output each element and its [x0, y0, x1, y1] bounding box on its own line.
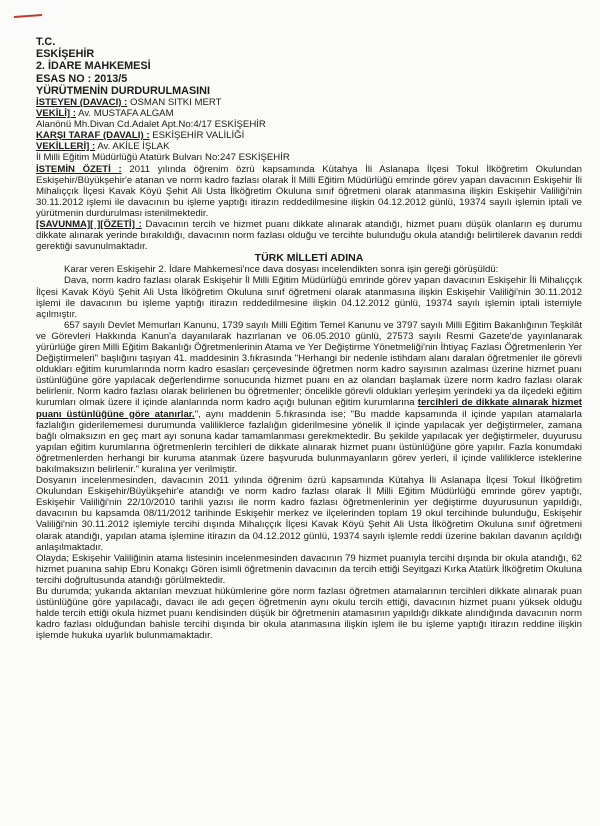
- defendant-line: [36, 130, 582, 141]
- header-city: ESKİŞEHİR: [36, 48, 95, 61]
- paragraph-4: Dosyanın incelenmesinden, davacının 2011 yılında öğrenim özrü kapsamında Kütahya İli Aslanapa İlçesi Tokul İlköğretim Okulundan Eskişehir/Büyükşehir'e atandığı ve norm kadro fazlası olarak İl Milli Eğitim Müdürlüğü emrinde görev yaptığı, Eskişehir Valiliği'nin 22/10/2010 tarihli yazısı ile norm kadro fazlası öğretmenlerinin yer değiştirme duyurusunun yapıldığı, davacının bu kapsamda 08/11/2012 tarihinde Eskişehir merkez ve ilçelerinden toplam 19 okul tercihinde bulunduğu, Eskişehir Valiliği'nin 30.11.2012 işlemiyle tercihi dışında Mihalıççık İlçesi Kavak Köyü Şehit Ali Usta İlköğretim Okuluna sınıf öğretmeni olarak atandığı, yapılan atama işlemine itirazın da 04.12.2012 günlü, 19374 sayılı işlemle reddi üzerine bakılan davanın açıldığı anlaşılmaktadır.: [36, 475, 582, 553]
- defendant-lawyer: Av. AKİLE İŞLAK: [97, 141, 170, 153]
- defendant-address: İl Milli Eğitim Müdürlüğü Atatürk Bulvarı No:247 ESKİŞEHİR: [36, 152, 290, 164]
- header-doc-title: YÜRÜTMENİN DURDURULMASINI: [36, 84, 210, 97]
- paragraph-2: Dava, norm kadro fazlası olarak Eskişehir İl Milli Eğitim Müdürlüğü emrinde görev yapan davacının Eskişehir İli Mihalıççık İlçesi Kavak Köyü Şehit Ali Usta İlköğretim Okuluna sınıf öğretmeni olarak atanmasına ilişkin Eskişehir Valiliği'nin 30.11.2012 işlemi ile davacının bu işleme yaptığı itirazın reddedilmesine ilişkin 04.12.2012 günlü, 19374 sayılı işlemin iptali istemiyle açılmıştır.: [36, 275, 582, 320]
- istem-label: İSTEMİN ÖZETİ :: [36, 163, 122, 175]
- defendant-lawyer-line: [36, 141, 582, 152]
- paragraph-3: [36, 320, 582, 475]
- applicant-name: OSMAN SITKI MERT: [130, 97, 222, 109]
- applicant-address: Alanönü Mh.Divan Cd.Adalet Apt.No:4/17 ESKİŞEHİR: [36, 119, 266, 131]
- savunma-label: [SAVUNMA][ ][ÖZETİ] :: [36, 219, 142, 231]
- applicant-lawyer-label: VEKİLİ] :: [36, 108, 76, 120]
- savunma-summary: [36, 219, 582, 252]
- applicant-line: [36, 97, 582, 108]
- body-title: TÜRK MİLLETİ ADINA: [254, 252, 364, 265]
- paragraph-5: Olayda; Eskişehir Valiliğinin atama listesinin incelenmesinden davacının 79 hizmet puanıyla tercihi dışında bir okula atandığı, 62 hizmet puanına sahip Ebru Konakçı Gören isimli öğretmenin davacının da tercih ettiği Seyitgazi Kırka Atatürk İlköğretim Okuluna tercihi doğrultusunda atandığı görülmektedir.: [36, 552, 582, 586]
- applicant-label: İSTEYEN (DAVACI) :: [36, 97, 128, 109]
- applicant-lawyer-line: [36, 108, 582, 119]
- paragraph-1: Karar veren Eskişehir 2. İdare Mahkemesi'nce dava dosyası incelendikten sonra işin gereği görüşüldü:: [64, 264, 499, 276]
- header-esas: ESAS NO : 2013/5: [36, 72, 128, 85]
- defendant-label: KARŞI TARAF (DAVALI) :: [36, 130, 150, 142]
- defendant-name: ESKİŞEHİR VALİLİĞİ: [152, 130, 245, 142]
- red-pen-mark: [14, 14, 42, 18]
- court-document: [36, 36, 582, 642]
- header-tc: T.C.: [36, 36, 56, 48]
- paragraph-3a: 657 sayılı Devlet Memurları Kanunu, 1739 sayılı Milli Eğitim Temel Kanunu ve 3797 sayılı Milli Eğitim Bakanlığının Teşkilât ve Görevleri Hakkında Kanun'a dayanılarak hazırlanan ve 06.05.2010 günlü, 27573 sayılı Resmi Gazete'de yayınlanarak yürürlüğe giren Milli Eğitim Bakanlığı Öğretmenlerinin Atama ve Yer Değiştirme Yönetmeliği'nin İhtiyaç Fazlası Öğretmenlerin Yer Değiştirmeleri" başlığını taşıyan 41. maddesinin 3.fıkrasında "Herhangi bir nedenle istihdam alanı daralan öğretmenler ile görevli oldukları eğitim kurumlarında norm kadro esasları çerçevesinde öğretmen norm kadro sayısının azalması üzerine hizmet puanı üstünlüğüne göre yapılacak değerlendirme sonucunda hizmet puanı en az olandan başlamak üzere norm kadro fazlası olarak belirlenir. Norm kadro fazlası olarak belirlenen bu öğretmenler; öncelikle görevli oldukları yerleşim yerindeki ya da ilçedeki eğitim kurumları olmak üzere il içinde alanlarında norm kadro açığı bulunan eğitim kurumlarına: [36, 319, 582, 409]
- istem-text: 2011 yılında öğrenim özrü kapsamında Kütahya İli Aslanapa İlçesi Tokul İlköğretim Okulundan Eskişehir/Büyükşehir'e atanan ve norm kadro fazlası olarak İl Milli Eğitim Müdürlüğü emrinde görev yapan davacının Eskişehir İli Mihalıççık İlçesi Kavak Köyü Şehit Ali Usta İlköğretim Okuluna sınıf öğretmeni olarak atanmasına ilişkin Eskişehir Valiliği'nin 30.11.2012 işlemi ile davacının bu işleme yaptığı itirazın reddedilmesine ilişkin 04.12.2012 günlü, 19374 sayılı işlemin iptali ve yürütmenin durdurulması istenilmektedir.: [36, 163, 583, 219]
- paragraph-3b: ", aynı maddenin 5.fıkrasında ise; "Bu madde kapsamında il içinde yapılan atamalarla fazlalığın giderilememesi durumunda valiliklerce fazlalığın giderilmesine yönelik il içinde yapılacak yer değiştirmeler, zamana bağlı olmaksızın en geç mart ayı sonuna kadar tamamlanması gerekmektedir. Bu şekilde yapılacak yer değiştirmeler, duyurusu yapılan eğitim kurumlarına öğretmenlerin tercihleri de dikkate alınarak hizmet puanı üstünlüğüne göre yapılır. Fazla konumdaki öğretmenlerden herhangi bir kuruma atanmak üzere başvuruda bulunmayanların görev yerleri, il içinde valiliklerce isteklerine bakılmaksızın belirlenir." kuralına yer verilmiştir.: [36, 408, 583, 476]
- applicant-lawyer: Av. MUSTAFA ALGAM: [78, 108, 174, 120]
- defendant-lawyer-label: VEKİLLERİ] :: [36, 141, 96, 153]
- paragraph-6: Bu durumda; yukarıda aktarılan mevzuat hükümlerine göre norm fazlası öğretmen atamalarının tercihleri dikkate alınarak puan üstünlüğüne göre yapılacağı, davacı ile adı geçen öğretmenin aynı okulu tercih ettiği, davacının hizmet puanı yüksek olduğu halde tercih ettiği okula hizmet puanı kendisinden düşük bir öğretmenin atamasının yapıldığı dikkate alındığında davacının norm kadro fazlası olduğundan bahisle tercihi dışında bir okula atanmasına ilişkin işlem ile bu işleme yaptığı itirazın reddine ilişkin işlemde hukuka uyarlık bulunmamaktadır.: [36, 586, 582, 642]
- istem-summary: [36, 164, 582, 219]
- savunma-text: Davacının tercih ve hizmet puanı dikkate alınarak atandığı, hizmet puanı düşük olanların eş durumu dikkate alınarak yerinde bırakıldığı, davacının norm fazlası olduğu ve tercihte bulunduğu okula atandığı belirtilerek davanın reddi gerektiği savunulmaktadır.: [36, 219, 583, 253]
- paragraph-3-emphasis: tercihleri de dikkate alınarak hizmet puanı üstünlüğüne göre atanırlar.: [36, 397, 582, 420]
- header-court: 2. İDARE MAHKEMESİ: [36, 60, 151, 73]
